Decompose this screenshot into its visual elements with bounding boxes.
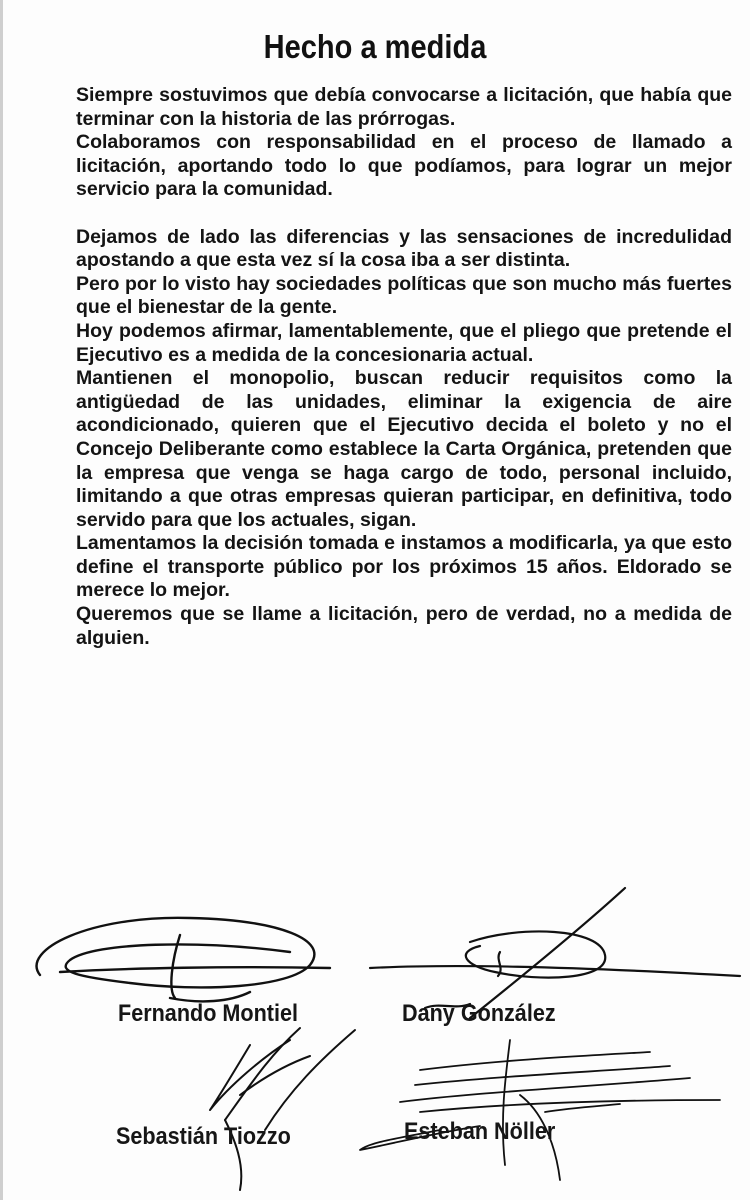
paragraph-7: Lamentamos la decisión tomada e instamos a modificarla, ya que esto define el transporte público por los próximos 15 años. Eldorado se merece lo mejor. bbox=[76, 532, 732, 602]
signatory-name: Sebastián Tiozzo bbox=[116, 1123, 291, 1150]
signature-block bbox=[0, 880, 750, 1200]
signature-dany-gonzalez bbox=[370, 888, 740, 1018]
document-title: Hecho a medida bbox=[263, 28, 487, 65]
paragraph-3: Dejamos de lado las diferencias y las sensaciones de incredulidad apostando a que esta vez sí la cosa iba a ser distinta. bbox=[76, 225, 732, 272]
paragraph-1: Siempre sostuvimos que debía convocarse a licitación, que había que terminar con la historia de las prórrogas. bbox=[76, 84, 732, 130]
paragraph-4: Pero por lo visto hay sociedades políticas que son mucho más fuertes que el bienestar de la gente. bbox=[76, 272, 732, 319]
paragraph-6: Mantienen el monopolio, buscan reducir requisitos como la antigüedad de las unidades, eliminar la exigencia de aire acondicionado, quieren que el Ejecutivo decida el boleto y no el Concejo Deliberante como establece la Carta Orgánica, pretenden que la empresa que venga se haga cargo de todo, personal incluido, limitando a que otras empresas quieran participar, en definitiva, todo servido para que los actuales, sigan. bbox=[76, 367, 732, 531]
signature-fernando-montiel bbox=[37, 918, 330, 1002]
signatory-name: Fernando Montiel bbox=[118, 1000, 298, 1027]
signature-esteban-noller bbox=[360, 1040, 720, 1180]
paragraph-gap bbox=[76, 202, 732, 226]
signature-sebastian-tiozzo bbox=[210, 1028, 355, 1190]
handwritten-signatures bbox=[0, 880, 750, 1200]
signatory-name: Dany González bbox=[402, 1000, 556, 1027]
paragraph-2: Colaboramos con responsabilidad en el proceso de llamado a licitación, aportando todo lo que podíamos, para lograr un mejor servicio para la comunidad. bbox=[76, 131, 732, 201]
signatory-name: Esteban Nöller bbox=[404, 1118, 556, 1145]
paragraph-8: Queremos que se llame a licitación, pero de verdad, no a medida de alguien. bbox=[76, 603, 732, 649]
paragraph-5: Hoy podemos afirmar, lamentablemente, que el pliego que pretende el Ejecutivo es a medida de la concesionaria actual. bbox=[76, 319, 732, 366]
document-body bbox=[76, 84, 732, 650]
